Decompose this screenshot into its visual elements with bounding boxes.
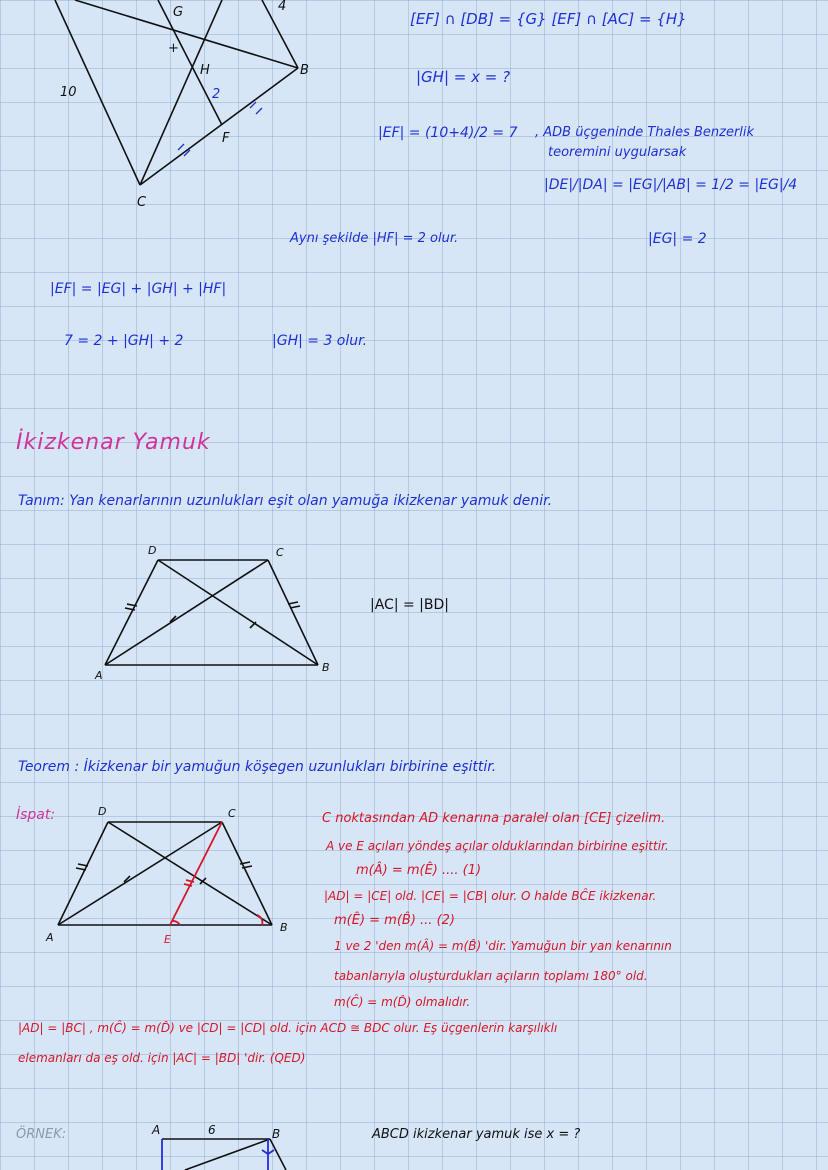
proof-line-7: tabanlarıyla oluşturdukları açıların toplamı 180° old. bbox=[334, 969, 648, 983]
proof-label: İspat: bbox=[16, 807, 56, 823]
proof-line-4: |AD| = |CE| old. |CE| = |CB| olur. O halde BĈE ikizkenar. bbox=[324, 889, 657, 903]
example-question: ABCD ikizkenar yamuk ise x = ? bbox=[372, 1127, 581, 1142]
proof-line-3: m(Â) = m(Ê) .... (1) bbox=[356, 863, 482, 878]
fig1-label-four: 4 bbox=[278, 0, 287, 14]
section-title: İkizkenar Yamuk bbox=[16, 430, 211, 455]
conclusion-line-2: elemanları da eş old. için |AC| = |BD| 'dir. (QED) bbox=[18, 1051, 306, 1065]
fig1-label-b: B bbox=[300, 63, 309, 78]
proof-line-8: m(Ĉ) = m(D̂) olmalıdır. bbox=[334, 995, 471, 1009]
intersection-statement: [EF] ∩ [DB] = {G} [EF] ∩ [AC] = {H} bbox=[410, 10, 687, 28]
fig3-label-b: B bbox=[280, 921, 288, 934]
fig1-label-plus: + bbox=[168, 41, 179, 56]
fig1-label-f: F bbox=[222, 131, 230, 146]
thales-line-1: , ADB üçgeninde Thales Benzerlik bbox=[535, 125, 755, 140]
question-gh: |GH| = x = ? bbox=[416, 68, 511, 86]
fig1-label-ten: 10 bbox=[60, 85, 77, 100]
fig3-label-e: E bbox=[164, 933, 171, 946]
example-label: ÖRNEK: bbox=[16, 1127, 67, 1142]
fig1-label-c: C bbox=[137, 195, 147, 210]
ef-equation: |EF| = (10+4)/2 = 7 bbox=[378, 125, 518, 141]
fig2-label-b: B bbox=[322, 661, 330, 674]
fig2-label-c: C bbox=[276, 546, 284, 559]
fig2-label-d: D bbox=[148, 544, 157, 557]
fig3-label-c: C bbox=[228, 807, 236, 820]
hf-note: Aynı şekilde |HF| = 2 olur. bbox=[290, 231, 459, 246]
fig4-label-six: 6 bbox=[208, 1123, 216, 1137]
eg-result: |EG| = 2 bbox=[648, 231, 707, 247]
fig2-label-a: A bbox=[95, 669, 103, 682]
definition: Tanım: Yan kenarlarının uzunlukları eşit olan yamuğa ikizkenar yamuk denir. bbox=[18, 493, 553, 509]
ratio-equation: |DE|/|DA| = |EG|/|AB| = 1/2 = |EG|/4 bbox=[544, 177, 798, 193]
proof-line-6: 1 ve 2 'den m(Â) = m(B̂) 'dir. Yamuğun bir yan kenarının bbox=[334, 939, 672, 953]
gh-result: |GH| = 3 olur. bbox=[272, 333, 368, 349]
fig4-label-a: A bbox=[152, 1123, 161, 1137]
fig3-label-a: A bbox=[46, 931, 54, 944]
fig1-label-h: H bbox=[200, 63, 210, 78]
segment-sum-numeric: 7 = 2 + |GH| + 2 bbox=[64, 333, 184, 349]
ac-equals-bd: |AC| = |BD| bbox=[370, 597, 449, 613]
fig3-label-d: D bbox=[98, 805, 107, 818]
proof-line-1: C noktasından AD kenarına paralel olan [CE] çizelim. bbox=[322, 811, 666, 826]
theorem: Teorem : İkizkenar bir yamuğun köşegen uzunlukları birbirine eşittir. bbox=[18, 759, 497, 775]
segment-sum: |EF| = |EG| + |GH| + |HF| bbox=[50, 281, 227, 297]
proof-line-5: m(Ê) = m(B̂) ... (2) bbox=[334, 913, 455, 928]
conclusion-line-1: |AD| = |BC| , m(Ĉ) = m(D̂) ve |CD| = |CD| old. için ACD ≅ BDC olur. Eş üçgenlerin karşılıklı bbox=[18, 1021, 558, 1035]
thales-line-2: teoremini uygularsak bbox=[548, 145, 687, 160]
proof-line-2: A ve E açıları yöndeş açılar olduklarından birbirine eşittir. bbox=[326, 839, 669, 853]
fig1-label-two: 2 bbox=[212, 87, 221, 102]
fig1-label-g: G bbox=[173, 5, 184, 20]
fig4-label-b: B bbox=[272, 1127, 281, 1141]
